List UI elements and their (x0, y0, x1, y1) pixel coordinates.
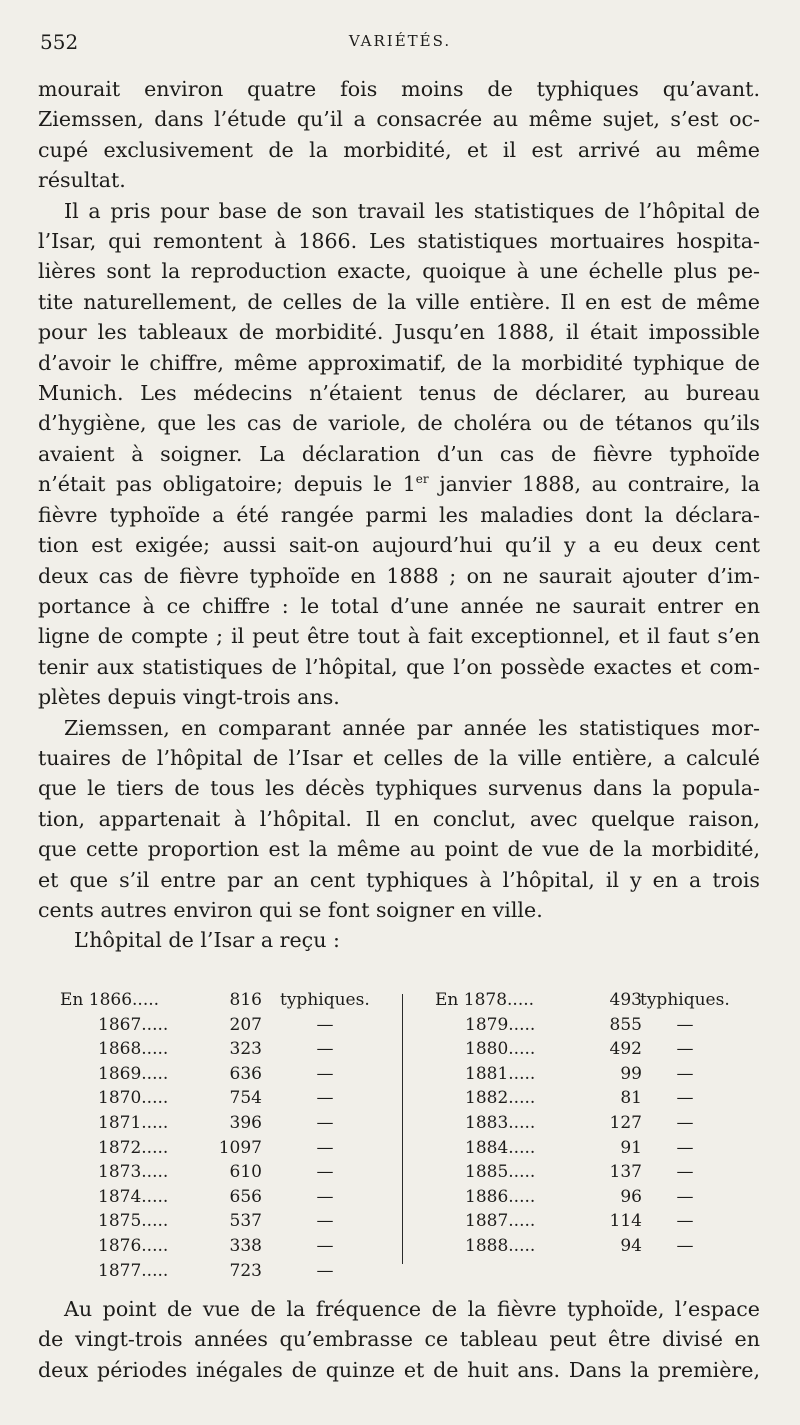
year-cell: 1882..... (465, 1088, 536, 1109)
text-line: d’avoir le chiffre, même approximatif, de la morbidité typhique de (38, 350, 760, 375)
table-row (60, 1015, 760, 1039)
text-line: Munich. Les médecins n’étaient tenus de déclarer, au bureau (38, 381, 760, 406)
ditto-dash: — (316, 1039, 334, 1060)
ditto-dash: — (316, 1113, 334, 1133)
text-line: Ziemssen, en comparant année par année les statistiques mor- (64, 715, 760, 740)
ditto-dash: — (316, 1063, 334, 1084)
ditto-dash: — (676, 1113, 694, 1133)
count-cell: 492 (609, 1039, 642, 1060)
text-line: pour les tableaux de morbidité. Jusqu’en 1888, il était impossible (38, 320, 760, 345)
year-cell: 1879..... (465, 1014, 536, 1035)
ditto-dash: — (316, 1211, 334, 1232)
year-cell: 1876..... (98, 1236, 169, 1256)
year-cell: 1870..... (98, 1088, 169, 1109)
table-row (60, 1039, 760, 1063)
text-line: Ziemssen, dans l’étude qu’il a consacrée au même sujet, s’est oc- (38, 107, 760, 132)
table-row (60, 1261, 760, 1285)
text-line (38, 469, 760, 499)
ditto-dash: — (676, 1063, 694, 1084)
ditto-dash: — (676, 1039, 694, 1060)
ditto-dash: — (316, 1088, 334, 1109)
text-line: tion, appartenait à l’hôpital. Il en conclut, avec quelque raison, (38, 806, 760, 831)
ditto-dash: — (676, 1162, 694, 1183)
table-row (60, 1162, 760, 1186)
text-line: et que s’il entre par an cent typhiques à l’hôpital, il y en a trois (38, 867, 760, 892)
ditto-dash: — (676, 1088, 694, 1109)
ditto-dash: — (316, 1014, 334, 1035)
year-cell: En 1878..... (435, 990, 535, 1010)
text-line: Au point de vue de la fréquence de la fièvre typhoïde, l’espace (64, 1297, 760, 1321)
count-cell: 207 (229, 1014, 262, 1035)
table-row (60, 1088, 760, 1112)
year-cell: 1888..... (465, 1236, 536, 1256)
count-cell: 94 (620, 1236, 642, 1256)
text-line: de vingt-trois années qu’embrasse ce tableau peut être divisé en (38, 1327, 760, 1352)
year-cell: 1887..... (465, 1211, 536, 1232)
year-cell: 1872..... (98, 1137, 169, 1158)
text-line: résultat. (38, 168, 126, 193)
year-cell: 1873..... (98, 1162, 169, 1183)
count-cell: 656 (229, 1186, 262, 1207)
text-line: deux cas de fièvre typhoïde en 1888 ; on ne saurait ajouter d’im- (38, 563, 760, 588)
text-line: fièvre typhoïde a été rangée parmi les maladies dont la déclara- (38, 502, 760, 527)
text-line: tite naturellement, de celles de la ville entière. Il en est de même (38, 289, 760, 314)
text-line: d’hygiène, que les cas de variole, de choléra ou de tétanos qu’ils (38, 411, 760, 436)
count-cell: 81 (620, 1088, 642, 1109)
count-cell: 99 (620, 1063, 642, 1084)
count-cell: 127 (609, 1113, 642, 1133)
count-cell: 855 (609, 1014, 642, 1035)
ditto-dash: — (676, 1014, 694, 1035)
year-cell: 1874..... (98, 1186, 169, 1207)
text-line: l’Isar, qui remontent à 1866. Les statistiques mortuaires hospita- (38, 229, 760, 254)
text-line: cents autres environ qui se font soigner en ville. (38, 897, 543, 922)
text-line: avaient à soigner. La déclaration d’un cas de fièvre typhoïde (38, 441, 760, 466)
bottom-text (38, 1294, 760, 1385)
ditto-dash: — (676, 1211, 694, 1232)
table-row (60, 1211, 760, 1235)
text-line: ligne de compte ; il peut être tout à fait exceptionnel, et il faut s’en (38, 624, 760, 649)
count-cell: 537 (229, 1211, 262, 1232)
superscript-er: er (415, 472, 429, 487)
count-cell: 723 (229, 1260, 262, 1281)
count-cell: 610 (229, 1162, 262, 1183)
text-line: Il a pris pour base de son travail les statistiques de l’hôpital de (64, 198, 760, 223)
year-cell: 1884..... (465, 1137, 536, 1158)
text-line: plètes depuis vingt-trois ans. (38, 685, 340, 710)
count-cell: 91 (620, 1137, 642, 1158)
year-cell: 1877..... (98, 1260, 169, 1281)
count-cell: 323 (229, 1039, 262, 1060)
text-segment: janvier 1888, au contraire, la (428, 472, 760, 497)
unit-label: typhiques. (640, 990, 730, 1010)
count-cell: 754 (229, 1088, 262, 1109)
body-text (38, 74, 760, 956)
count-cell: 636 (229, 1063, 262, 1084)
year-cell: En 1866..... (60, 990, 160, 1010)
year-cell: 1885..... (465, 1162, 536, 1183)
year-cell: 1886..... (465, 1186, 536, 1207)
page-header (40, 30, 760, 60)
text-line: que le tiers de tous les décès typhiques survenus dans la popula- (38, 776, 760, 801)
text-line: tenir aux statistiques de l’hôpital, que l’on possède exactes et com- (38, 654, 760, 679)
count-cell: 338 (229, 1236, 262, 1256)
year-cell: 1867..... (98, 1014, 169, 1035)
text-line: mourait environ quatre fois moins de typhiques qu’avant. (38, 77, 760, 101)
year-cell: 1880..... (465, 1039, 536, 1060)
page-number: 552 (40, 30, 79, 54)
count-cell: 114 (609, 1211, 642, 1232)
text-line: cupé exclusivement de la morbidité, et il est arrivé au même (38, 137, 760, 162)
text-line: que cette proportion est la même au point de vue de la morbidité, (38, 837, 760, 862)
text-line: lières sont la reproduction exacte, quoique à une échelle plus pe- (38, 259, 760, 284)
year-cell: 1868..... (98, 1039, 169, 1060)
year-cell: 1883..... (465, 1113, 536, 1133)
count-cell: 1097 (218, 1137, 262, 1158)
year-cell: 1869..... (98, 1063, 169, 1084)
table-row (60, 1064, 760, 1088)
ditto-dash: — (316, 1260, 334, 1281)
unit-label: typhiques. (280, 990, 370, 1010)
table-row (60, 1187, 760, 1211)
table-row (60, 1113, 760, 1137)
ditto-dash: — (676, 1236, 694, 1256)
admissions-table (60, 990, 760, 1280)
ditto-dash: — (316, 1137, 334, 1158)
running-title: VARIÉTÉS. (348, 32, 452, 50)
text-line: tion est exigée; aussi sait-on aujourd’hui qu’il y a eu deux cent (38, 533, 760, 558)
year-cell: 1881..... (465, 1063, 536, 1084)
ditto-dash: — (676, 1186, 694, 1207)
count-cell: 96 (620, 1186, 642, 1207)
table-row (60, 1236, 760, 1260)
ditto-dash: — (316, 1186, 334, 1207)
year-cell: 1875..... (98, 1211, 169, 1232)
text-line: portance à ce chiffre : le total d’une année ne saurait entrer en (38, 593, 760, 618)
text-line: deux périodes inégales de quinze et de huit ans. Dans la première, (38, 1357, 760, 1382)
ditto-dash: — (676, 1137, 694, 1158)
count-cell: 396 (229, 1113, 262, 1133)
ditto-dash: — (316, 1162, 334, 1183)
count-cell: 493 (609, 990, 642, 1010)
text-segment: n’était pas obligatoire; depuis le 1 (38, 472, 416, 497)
table-row (60, 1138, 760, 1162)
table-row (60, 990, 760, 1014)
ditto-dash: — (316, 1236, 334, 1256)
table-caption: L’hôpital de l’Isar a reçu : (74, 928, 340, 953)
year-cell: 1871..... (98, 1113, 169, 1133)
count-cell: 137 (609, 1162, 642, 1183)
count-cell: 816 (229, 990, 262, 1010)
text-line: tuaires de l’hôpital de l’Isar et celles de la ville entière, a calculé (38, 745, 760, 770)
